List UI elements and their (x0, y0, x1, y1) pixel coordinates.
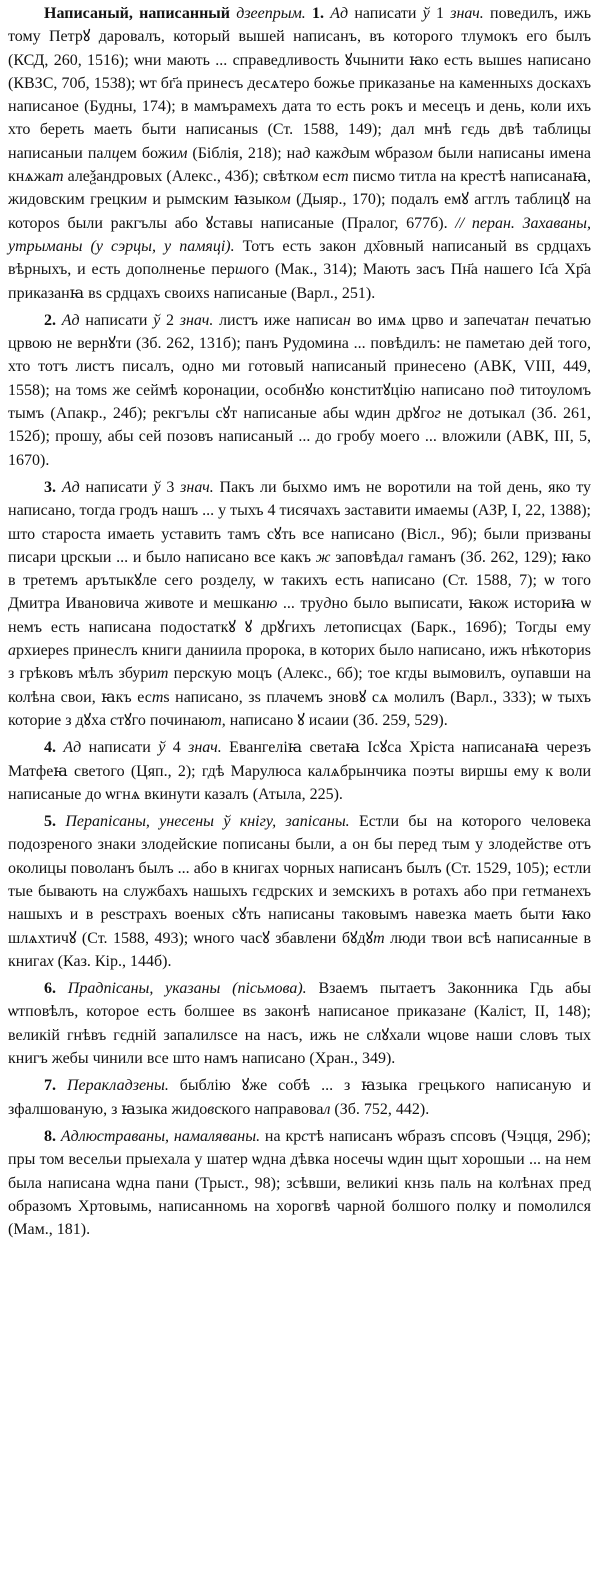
text-run: написано (КВЗС, 70б, 1538); ѡт бг҃а принесъ десѧтеро божье приказанье на каменных (8, 51, 591, 92)
text-run (56, 980, 68, 997)
bold-text: 6. (44, 980, 56, 998)
text-run: s (217, 1026, 224, 1044)
italic-text: Ад (61, 311, 80, 329)
bold-text: 2. (44, 311, 56, 329)
text-run: s (53, 214, 60, 232)
text-run: рхиере (16, 642, 63, 660)
text-run: (Біблія, 218); на (187, 144, 303, 162)
text-run (56, 1077, 67, 1094)
text-run: 2 (160, 311, 180, 329)
text-run: гаманъ (Зб. 262, 129); ꙗко в третемъ арътыкꙋле сего розделу, ѡ такихъ есть написано (Ст. 1588, 7); ѡ того Дмитра Ивановича животе и мешкан (8, 548, 591, 613)
text-run: 4 (165, 739, 189, 757)
text-run: s (522, 237, 529, 255)
text-run: пер (168, 665, 198, 683)
italic-text: дзеепрым. (236, 5, 306, 22)
italic-text: н (342, 311, 351, 329)
text-run: s (203, 284, 210, 302)
italic-text: ю (266, 595, 278, 613)
dictionary-entry (8, 2, 591, 1241)
italic-text: н (521, 311, 530, 329)
italic-text: а (8, 642, 16, 660)
italic-text: Перапісаны, унесены ў кнігу, запісаны. (65, 813, 350, 831)
bold-text: 5. (44, 813, 56, 831)
text-run: (Ст. 1588, 149); дал мнѣ гєдь двѣ таблицы написаныи пал (8, 121, 591, 162)
text-run: Евангеліꙗ светаꙗ Ісꙋса Хріста написанаꙗ черезъ Матфеꙗ светого (Цяп., 2); гдѣ Марулюса калѧбрынчика поэты виршы ему к воли написаные до ѡгнѧ вкинути казалъ (Атыла, 225). (8, 739, 591, 803)
text-run: каж (310, 144, 342, 162)
text-run: поведилъ, ижь тому Петрꙋ даровалъ, который вышей написанъ, въ которого тлумокъ его былъ (КСД, 260, 1516); ѡни мають ... справедливость ꙋчынити ꙗко есть выше (8, 5, 592, 69)
text-run: Естли бы на которого человека подозреного знаки злодейские пописаны были, а он бы перед тым у злодействе отъ околицы поволанъ былъ ... або в книгах чорных написанъ былъ (Ст. 1529, 105); естли тые бывають на службахъ нашыхъ гєдрских и земскихъ в ротахъ або при гетманехъ нашыхъ и в ре (8, 813, 592, 924)
italic-text: е (458, 1003, 466, 1021)
italic-text: с (301, 1127, 309, 1145)
text-run: на кр (260, 1127, 302, 1145)
text-run: тѣ написанаꙗ, жидовским грецки (8, 168, 592, 209)
bold-text: 3. (44, 478, 56, 496)
italic-text: м (280, 191, 291, 209)
text-run: s (62, 642, 69, 660)
italic-text: д (341, 144, 350, 162)
italic-text: м (308, 168, 319, 186)
text-run: ского направова (214, 1100, 324, 1118)
sense-paragraph-3 (8, 476, 591, 732)
italic-text: х (46, 952, 54, 970)
text-run: страхъ военых сꙋть написаны таковымъ навезка маеть быти ꙗко шлѧхтичꙋ (Ст. 1588, 493); ѡного часꙋ збавлени бꙋдꙋ (8, 906, 592, 947)
text-run: написати (79, 311, 154, 329)
text-run: написано, з (169, 688, 255, 706)
italic-text: Перакладзены. (66, 1077, 169, 1095)
italic-text: знач. (450, 5, 484, 22)
text-run: срдцахъ вѣрныхъ, и есть дополненье пер (8, 237, 592, 279)
italic-text: м (136, 191, 147, 209)
text-run: быблію ꙋже собѣ ... з ꙗзыка грецького написаную и зфалшованую, з ꙗзыка жидо (8, 1077, 591, 1118)
text-run: же сеймѣ коронации, особнꙋю конститꙋцію написано по (107, 381, 507, 399)
text-run: люди твои всѣ написа (384, 929, 544, 947)
text-run: писмо титла на кре (348, 168, 484, 186)
italic-text: Прадпісаны, указаны (пісьмова). (67, 980, 307, 998)
text-run: Пакъ ли быхмо имъ не воротили на той день, яко ту написано, тогда гродъ нашъ ... у тыхъ 4 тисячахъ заставити имаемы (АЗР, I, 22, 1388); што староста имаеть уставить тамъ сꙋть все написано (Вісл., 9б); были призваны писари црскыи ... и было написано все какъ (8, 478, 592, 566)
text-run: титоуломъ тымъ (Апакр., 24б); рекгълы сꙋт написаные абы ѡдин дрꙋго (8, 381, 591, 423)
italic-text: ў (158, 739, 166, 757)
text-run: , написано ꙋ исаии (Зб. 259, 529). (221, 711, 448, 729)
sense-paragraph-5 (8, 810, 591, 973)
italic-text: т (337, 168, 349, 186)
italic-text: ц (111, 144, 120, 162)
text-run: написати (79, 478, 154, 496)
text-run: написати (348, 5, 423, 22)
text-run (56, 813, 65, 830)
italic-text: ж (315, 548, 331, 566)
bold-text: 7. (44, 1077, 56, 1095)
italic-text: с (197, 665, 205, 683)
text-run: кую моцъ (Алекс., 6б); тое кгды вымовилъ, оупавши на колѣна свои, ꙗкъ ес (8, 665, 591, 706)
text-run: (Каліст, II, 148); великій гнѣвъ гєдній запалил (8, 1003, 591, 1044)
italic-text: Ад (63, 739, 82, 757)
italic-text: знач. (180, 478, 214, 496)
text-run: s (250, 1003, 257, 1021)
sense-paragraph-7 (8, 1074, 591, 1121)
text-run: s (251, 121, 259, 139)
italic-text: Ад (61, 478, 80, 496)
italic-text: ў (153, 311, 161, 329)
text-run: были ракгълы або ꙋставы написаные (Пралог, 677б). (59, 214, 456, 232)
text-run: заповѣда (330, 548, 397, 566)
italic-text: м (422, 144, 433, 162)
text-run: з грѣковъ мѣлъ збури (8, 665, 157, 683)
bold-text: 4. (44, 739, 56, 757)
text-run: s (95, 284, 102, 302)
bold-text: Написаный, написанный (44, 5, 230, 22)
italic-text: в (207, 1100, 215, 1118)
text-run: написаные (Варл., 251). (209, 284, 376, 302)
italic-text: м (177, 144, 188, 162)
sense-paragraph-2 (8, 309, 591, 472)
text-run: но было выписати, ꙗкож историꙗ ѡ немъ есть написана подостаткꙋ ꙋ дрꙋгихъ летописцах (Барк., 169б); Тогды ему (8, 595, 592, 636)
italic-text: Адлюстраваны, намаляваны. (60, 1127, 261, 1145)
text-run: s (115, 906, 123, 924)
text-run: и рымским ꙗзыко (146, 191, 281, 209)
text-run: написати (81, 739, 159, 757)
text-run: ого (Мак., 314); Мають засъ Пн҃а нашего Іс҃а Хр҃а приказанꙗ в (8, 261, 591, 302)
text-run: Тотъ есть закон дх҃овный написаный в (234, 237, 523, 255)
text-run: ... тру (277, 595, 324, 613)
text-run: (Зб. 752, 442). (330, 1100, 430, 1118)
italic-text: т (210, 711, 222, 729)
text-run: во имѧ црво и запечата (350, 311, 522, 329)
text-run: принеслъ книги даниила пророка, в которих было написано, ижъ нѣкотори (69, 642, 585, 660)
bold-text: 8. (44, 1127, 56, 1145)
italic-text: ш (234, 261, 247, 279)
sense-paragraph-6 (8, 977, 591, 1070)
text-run: доскахъ написаное (Будны, 174); в мамърамехъ дата то есть рокъ и месецъ и день, коли ихъ хто береть маеть быти написаны (8, 74, 592, 139)
italic-text: с (483, 168, 491, 186)
italic-text: т (156, 665, 169, 683)
italic-text: т (151, 688, 164, 706)
text-run: ем божи (119, 144, 178, 162)
italic-text: д (323, 595, 332, 613)
text-run: тѣ написанъ ѡбразъ спсовъ (Чэцця, 29б); пры том весельи прыехала у шатер ѡдна дѣвка носечы ѡдин щыт хорошыи ... на нем была написана ѡдна пани (Трыст., 98); зсѣвши, великиі кнзь паль на колѣнах пред образомъ Хртовымь, написанномь на хорогвѣ чарной болшого полку и помолился (Мам., 181). (8, 1127, 592, 1239)
text-run: не дотыкал (Зб. 261, 152б); прошу, абы сей позовъ написаный ... до гробу моего ... вложили (АВК, III, 5, 1670). (8, 405, 591, 469)
italic-text: д (506, 381, 515, 399)
italic-text: Ад (330, 5, 349, 22)
text-run: печатью црвою не вернꙋти (Зб. 262, 131б); панъ Рудомина ... повѣдилъ: не паметаю дей того, хто тотъ листъ писалъ, одно ми готовый написаный принесено (АВК, VIII, 449, 1558); на том (8, 311, 592, 399)
text-run: s (584, 642, 591, 660)
italic-text: // перан. Захаваны, утрыманы (у сэрцы, у памяці). (8, 214, 591, 255)
text-run: ес (318, 168, 338, 186)
italic-text: т (373, 929, 385, 947)
text-run: s (163, 688, 170, 706)
sense-paragraph-8 (8, 1125, 591, 1241)
text-run: листъ иже написа (213, 311, 343, 329)
text-run: алеѯандровых (Алекс., 43б); свѣтко (63, 168, 309, 186)
bold-text: 1. (312, 5, 325, 22)
text-run: ные в книга (8, 929, 592, 970)
italic-text: л (396, 548, 404, 566)
italic-text: знач. (179, 311, 214, 329)
text-run: се на насъ, ижь не слꙋхали ѡцове наши словъ тых книгъ жебы чинили все што намъ написано (Хран., 349). (8, 1026, 591, 1068)
italic-text: ў (422, 5, 430, 22)
text-run: Взаемъ пытаетъ Законника Гдь абы ѡтповѣлъ, которое есть болшее в (8, 980, 592, 1021)
text-run: (Каз. Кір., 144б). (53, 952, 172, 970)
text-run: s (526, 74, 533, 92)
text-run: срдцахъ своих (101, 284, 204, 302)
sense-paragraph-1 (8, 2, 591, 305)
italic-text: знач. (188, 739, 222, 757)
text-run: законѣ написаное приказан (256, 1003, 459, 1021)
text-run: были написаны имена кнѧжа (8, 144, 591, 186)
italic-text: д (302, 144, 311, 162)
italic-text: т (51, 168, 64, 186)
text-run: плачемъ зновꙋ сѧ молилъ (Варл., 333); ѡ тыхъ которие з дꙋха стꙋго починаю (8, 688, 591, 729)
text-run: 3 (160, 478, 181, 496)
text-run: (Дыяр., 170); подалъ емꙋ агглъ таблицꙋ на которо (8, 191, 591, 232)
text-run: s (100, 381, 108, 399)
italic-text: г (434, 405, 441, 423)
text-run: s (254, 688, 261, 706)
text-run: s (515, 51, 523, 69)
italic-text: ў (153, 478, 161, 496)
text-run: ым ѡбразо (349, 144, 423, 162)
italic-text: л (323, 1100, 331, 1118)
italic-text: н (543, 929, 552, 947)
text-run: 1 (429, 5, 451, 22)
sense-paragraph-4 (8, 736, 591, 806)
